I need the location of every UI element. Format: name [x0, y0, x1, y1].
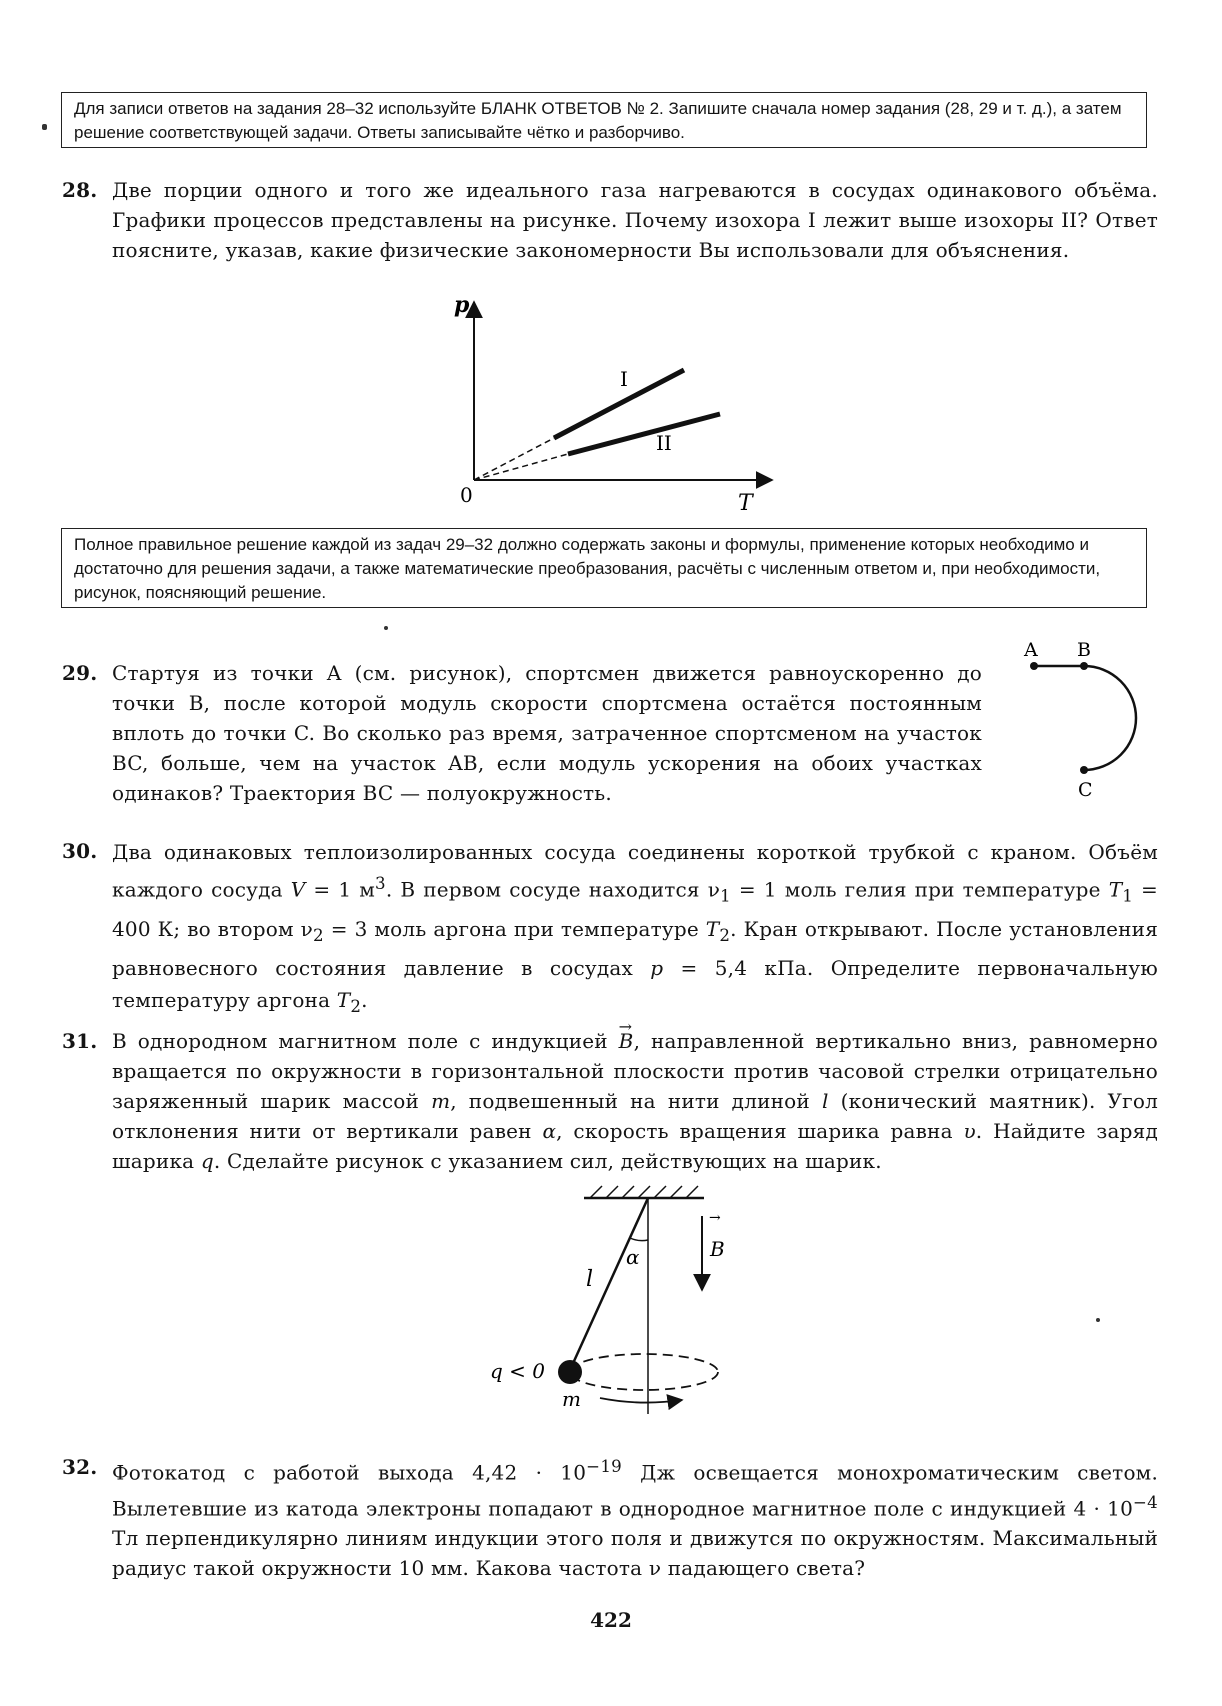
circular-orbit: [570, 1354, 718, 1390]
problem-number: 31.: [62, 1029, 98, 1053]
problem-28: [62, 175, 1158, 265]
problem-number: 32.: [62, 1455, 98, 1479]
t2-symbol: T: [705, 916, 720, 941]
problem-text: Две порции одного и того же идеального газа нагреваются в сосудах одинакового объёма. Графики процессов представлены на рисунке. Почему изохора I лежит выше изохоры II? Ответ поясните, указав, какие физические закономерности Вы использовали для объяснения.: [112, 178, 1158, 262]
charge-label: q < 0: [490, 1359, 545, 1383]
isochore-2-label: II: [656, 431, 672, 455]
nu2-symbol: ν: [300, 916, 314, 941]
mass-label: m: [562, 1387, 581, 1411]
scan-speck: [42, 124, 47, 130]
point-b-marker: [1080, 662, 1088, 670]
field-arrow-mark: →: [709, 1210, 721, 1226]
point-a-label: A: [1024, 639, 1038, 661]
problem-text: Стартуя из точки A (см. рисунок), спортсмен движется равноускоренно до точки B, после которой модуль скорости спортсмена остаётся постоянным вплоть до точки C. Во сколько раз время, затраченное спортсменом на участок BC, больше, чем на участок AB, если модуль ускорения на обоих участках одинаков? Траектория BC — полуокружность.: [112, 661, 982, 805]
volume-symbol: V: [290, 877, 306, 902]
page-number: 422: [590, 1608, 632, 1632]
p-axis-label: p: [454, 292, 470, 318]
conical-pendulum-figure: [480, 1180, 760, 1420]
field-label: B: [710, 1237, 725, 1261]
t1-symbol: T: [1108, 877, 1123, 902]
origin-label: 0: [460, 483, 473, 507]
problem-number: 30.: [62, 839, 98, 863]
trajectory-figure: [1010, 636, 1160, 816]
length-label: l: [586, 1267, 594, 1292]
problem-text: Фотокатод с работой выхода $4,42 \cdot 10^{-19}$ Дж освещается монохроматическим светом. Вылетевшие из катода электроны попадают в однородное магнитное поле с индукцией $4 \cdot 10^{-4}$ Тл перпендикулярно линиям индукции этого поля и движутся по окружностям. Максимальный радиус такой окружности 10 мм. Какова частота ν падающего света?: [112, 1457, 1158, 1581]
nu1-symbol: ν: [707, 877, 721, 902]
problem-text: Два одинаковых теплоизолированных сосуда соединены короткой трубкой с краном. Объём каждого сосуда V = 1 $м^3$. В первом сосуде находится $\nu_1 = 1$ моль гелия при температуре $T_1 = 400$ К; во втором $\nu_2 = 3$ моль аргона при температуре $T_2$. Кран открывают. После установления равновесного состояния давление в сосудах p = 5,4 кПа. Определите первоначальную температуру аргона $T_2$.: [112, 840, 1159, 1016]
point-c-label: C: [1078, 779, 1093, 801]
angle-arc: [630, 1238, 648, 1241]
problem-30: [62, 836, 1158, 1023]
problem-31: [62, 1026, 1158, 1176]
problem-text: В однородном магнитном поле с индукцией → B, направленной вертикально вниз, равномерно вращается по окружности в горизонтальной плоскости против часовой стрелки отрицательно заряженный шарик массой m, подвешенный на нити длиной l (конический маятник). Угол отклонения нити от вертикали равен α, скорость вращения шарика равна υ. Найдите заряд шарика q. Сделайте рисунок с указанием сил, действующих на шарик.: [112, 1026, 1158, 1176]
induction-vector-symbol: → B: [619, 1026, 634, 1056]
ceiling-hatching: [590, 1186, 698, 1198]
scan-speck: [384, 626, 388, 630]
isochore-1-extrapolation: [474, 438, 554, 480]
angle-label: α: [626, 1245, 640, 1269]
answer-instructions-text: Для записи ответов на задания 28–32 используйте БЛАНК ОТВЕТОВ № 2. Запишите сначала номер задания (28, 29 и т. д.), а затем решение соответствующей задачи. Ответы записывайте чётко и разборчиво.: [74, 99, 1122, 142]
point-b-label: B: [1077, 639, 1091, 661]
t2-symbol: T: [336, 987, 351, 1012]
point-a-marker: [1030, 662, 1038, 670]
solution-requirements-text: Полное правильное решение каждой из задач 29–32 должно содержать законы и формулы, применение которых необходимо и достаточно для решения задачи, а также математические преобразования, расчёты с численным ответом и, при необходимости, рисунок, поясняющий решение.: [74, 535, 1101, 602]
ball: [558, 1360, 582, 1384]
solution-requirements-box: [61, 528, 1147, 608]
problem-number: 28.: [62, 178, 98, 202]
isochore-2-extrapolation: [474, 454, 568, 480]
problem-29: [62, 658, 982, 808]
semicircle-bc: [1084, 666, 1136, 770]
pressure-symbol: p: [650, 955, 664, 980]
problem-32: [62, 1452, 1158, 1583]
rotation-arrow: [600, 1398, 682, 1403]
point-c-marker: [1080, 766, 1088, 774]
isochore-graph: [420, 290, 780, 520]
scan-speck: [1096, 1318, 1100, 1322]
answer-instructions-box: [61, 92, 1147, 148]
t-axis-label: T: [738, 491, 753, 516]
thread: [570, 1198, 648, 1370]
problem-number: 29.: [62, 661, 98, 685]
isochore-1-label: I: [620, 367, 628, 391]
